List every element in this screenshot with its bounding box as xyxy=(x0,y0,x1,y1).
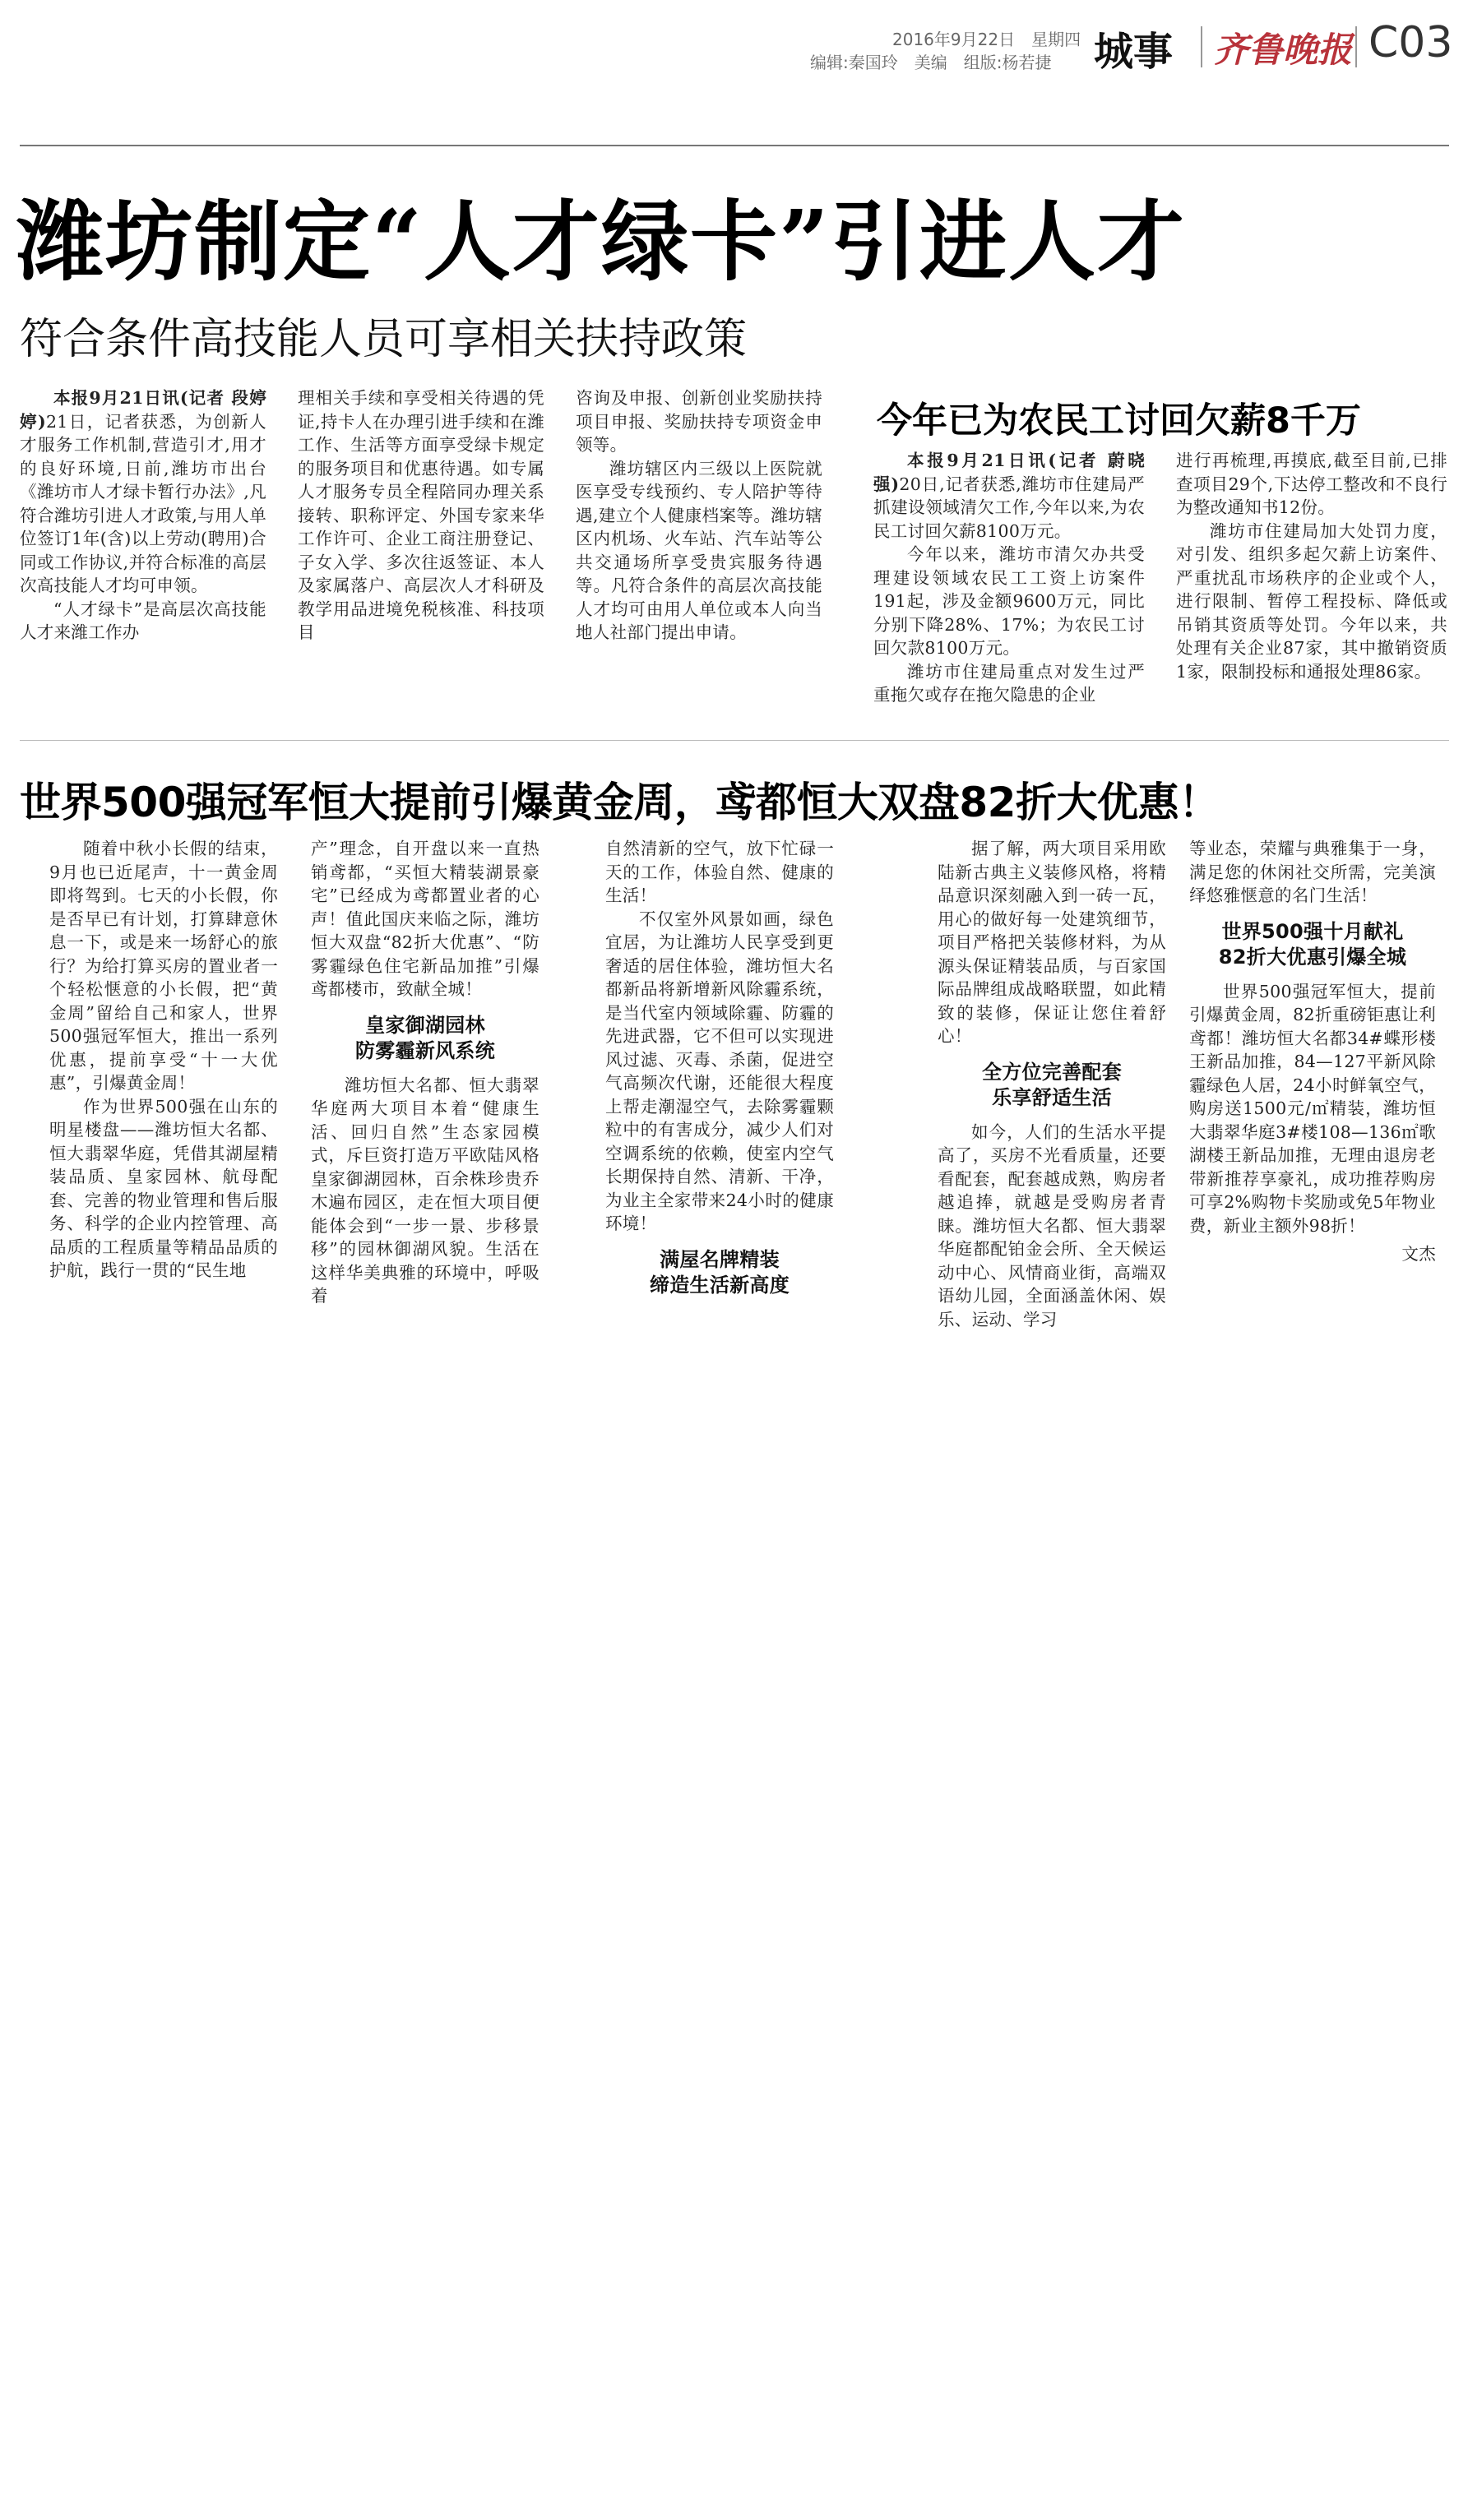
article1-col1-text-2: “人才绿卡”是高层次高技能人才来潍工作办 xyxy=(20,599,266,642)
article1-column-1 xyxy=(20,386,266,707)
article1-column-3 xyxy=(576,386,822,707)
article3-col5-subhead: 世界500强十月献礼 82折大优惠引爆全城 xyxy=(1218,919,1407,969)
editor-credits: 编辑:秦国玲 美编 组版:杨若捷 xyxy=(810,53,1052,72)
article1-col2-text: 理相关手续和享受相关待遇的凭证,持卡人在办理引进手续和在潍工作、生活等方面享受绿卡规定的服务项目和优惠待遇。如专属人才服务专员全程陪同办理关系接转、职称评定、外国专家来华工作许可、企业工商注册登记、子女入学、多次往返签证、本人及家属落户、高层次人才科研及教学用品进境免税核准、科技项目 xyxy=(298,388,544,642)
article1-col3-text: 咨询及申报、创新创业奖励扶持项目申报、奖励扶持专项资金申领等。 xyxy=(576,388,822,455)
article3-col1-text: 随着中秋小长假的结束，9月也已近尾声，十一黄金周即将驾到。七天的小长假，你是否早已有计划，打算肆意休息一下，或是来一场舒心的旅行？为给打算买房的置业者一个轻松惬意的小长假，把“黄金周”留给自己和家人，世界500强冠军恒大，推出一系列优惠，提前享受“十一大优惠”，引爆黄金周！ xyxy=(49,839,278,1093)
article3-col2-text: 产”理念，自开盘以来一直热销鸢都，“买恒大精装湖景豪宅”已经成为鸢都置业者的心声！值此国庆来临之际，潍坊恒大双盘“82折大优惠”、“防雾霾绿色住宅新品加推”引爆鸢都楼市，致献全城！ xyxy=(311,839,540,999)
article3-col2-text-2: 潍坊恒大名都、恒大翡翠华庭两大项目本着“健康生活、回归自然”生态家园模式，斥巨资打造万平欧陆风格皇家御湖园林，百余株珍贵乔木遍布园区，走在恒大项目便能体会到“一步一景、步移景移”的园林御湖风貌。生活在这样华美典雅的环境中，呼吸着 xyxy=(311,1075,540,1306)
article3-column-3 xyxy=(605,837,834,1413)
header-rule xyxy=(20,145,1449,146)
article3-headline: 世界500强冠军恒大提前引爆黄金周，鸢都恒大双盘82折大优惠！ xyxy=(20,779,1220,826)
article3-col3-text-2: 不仅室外风景如画，绿色宜居，为让潍坊人民享受到更奢适的居住体验，潍坊恒大名都新品将新增新风除霾系统，是当代室内领域除霾、防霾的先进武器，它不但可以实现进风过滤、灭毒、杀菌，促进空气高频次代谢，还能很大程度上帮走潮湿空气，去除雾霾颗粒中的有害成分，减少人们对空调系统的依赖，使室内空气长期保持自然、清新、干净，为业主全家带来24小时的健康环境！ xyxy=(605,909,834,1233)
article1-dateline: 本报9月21日讯(记者 段婷婷) xyxy=(20,388,266,432)
article1-column-2 xyxy=(298,386,544,707)
article3-col4-subhead: 全方位完善配套 乐享舒适生活 xyxy=(981,1060,1123,1109)
article2-headline: 今年已为农民工讨回欠薪8千万 xyxy=(877,400,1361,442)
article2-col1-text-3: 潍坊市住建局重点对发生过严重拖欠或存在拖欠隐患的企业 xyxy=(873,661,1145,705)
article3-col4-text-2: 如今，人们的生活水平提高了，买房不光看质量，还要看配套，配套越成熟，购房者越追捧，就越是受购房者青睐。潍坊恒大名都、恒大翡翠华庭都配铂金会所、全天候运动中心、风情商业街，高端双语幼儿园，全面涵盖休闲、娱乐、运动、学习 xyxy=(938,1121,1166,1329)
article3-byline: 文杰 xyxy=(1401,1244,1436,1264)
page-number: C03 xyxy=(1368,18,1453,67)
article1-col1-text: 21日，记者获悉，为创新人才服务工作机制,营造引才,用才的良好环境,日前,潍坊市出台《潍坊市人才绿卡暂行办法》,凡符合潍坊引进人才政策,与用人单位签订1年(含)以上劳动(聘用)合同或工作协议,并符合标准的高层次高技能人才均可申领。 xyxy=(20,411,266,595)
article2-column-1 xyxy=(873,449,1145,716)
article1-col3-text-2: 潍坊辖区内三级以上医院就医享受专线预约、专人陪护等待遇,建立个人健康档案等。潍坊辖区内机场、火车站、汽车站等公共交通场所享受贵宾服务待遇等。凡符合条件的高层次高技能人才均可由用人单位或本人向当地人社部门提出申请。 xyxy=(576,458,822,642)
article3-col2-subhead: 皇家御湖园林 防雾霾新风系统 xyxy=(354,1013,496,1062)
article2-col1-text-2: 今年以来，潍坊市清欠办共受理建设领域农民工工资上访案件191起，涉及金额9600万元，同比分别下降28%、17%；为农民工讨回欠款8100万元。 xyxy=(873,544,1145,658)
article1-headline: 潍坊制定“人才绿卡”引进人才 xyxy=(16,190,1186,293)
article3-col5-text: 等业态，荣耀与典雅集于一身，满足您的休闲社交所需，完美演绎悠雅惬意的名门生活！ xyxy=(1189,839,1436,905)
article3-col3-text: 自然清新的空气，放下忙碌一天的工作，体验自然、健康的生活！ xyxy=(605,839,834,905)
article3-col5-text-2: 世界500强冠军恒大，提前引爆黄金周，82折重磅钜惠让利鸢都！潍坊恒大名都34#蝶形楼王新品加推，84—127平新风除霾绿色人居，24小时鲜氧空气，购房送1500元/㎡精装，潍坊恒大翡翠华庭3#楼108—136㎡歌湖楼王新品加推，无理由退房老带新推荐享豪礼，成功推荐购房可享2%购物卡奖励或免5年物业费，新业主额外98折！ xyxy=(1189,981,1436,1236)
newspaper-logo: 齐鲁晚报 xyxy=(1214,30,1353,70)
section-title: 城事 xyxy=(1094,29,1174,75)
header-divider xyxy=(1201,26,1202,67)
article3-col4-text: 据了解，两大项目采用欧陆新古典主义装修风格，将精品意识深刻融入到一砖一瓦，用心的做好每一处建筑细节，项目严格把关装修材料，为从源头保证精装品质，与百家国际品牌组成战略联盟，如此精致的装修，保证让您住着舒心！ xyxy=(938,839,1166,1046)
issue-date: 2016年9月22日 星期四 xyxy=(892,30,1081,49)
article2-dateline: 本报9月21日讯(记者 蔚晓强) xyxy=(873,451,1145,494)
article3-col3-subhead: 满屋名牌精装 缔造生活新高度 xyxy=(649,1247,790,1297)
header-divider-2 xyxy=(1355,26,1357,67)
article2-col1-text: 20日,记者获悉,潍坊市住建局严抓建设领域清欠工作,今年以来,为农民工讨回欠薪8100万元。 xyxy=(873,474,1145,541)
article3-column-1 xyxy=(49,837,278,1413)
article3-column-4 xyxy=(938,837,1166,1413)
article2-col2-text-2: 潍坊市住建局加大处罚力度，对引发、组织多起欠薪上访案件、严重扰乱市场秩序的企业或个人，进行限制、暂停工程投标、降低或吊销其资质等处罚。今年以来，共处理有关企业87家，其中撤销资质1家，限制投标和通报处理86家。 xyxy=(1176,520,1447,682)
section-divider xyxy=(20,740,1449,741)
article3-column-2 xyxy=(311,837,540,1413)
article3-col1-text-2: 作为世界500强在山东的明星楼盘——潍坊恒大名都、恒大翡翠华庭，凭借其湖屋精装品质、皇家园林、航母配套、完善的物业管理和售后服务、科学的企业内控管理、高品质的工程质量等精品品质的护航，践行一贯的“民生地 xyxy=(49,1096,278,1280)
article2-col2-text: 进行再梳理,再摸底,截至目前,已排查项目29个,下达停工整改和不良行为整改通知书12份。 xyxy=(1176,451,1447,517)
article3-column-5 xyxy=(1189,837,1436,1413)
article2-column-2 xyxy=(1176,449,1447,716)
article1-subheadline: 符合条件高技能人员可享相关扶持政策 xyxy=(20,315,748,364)
